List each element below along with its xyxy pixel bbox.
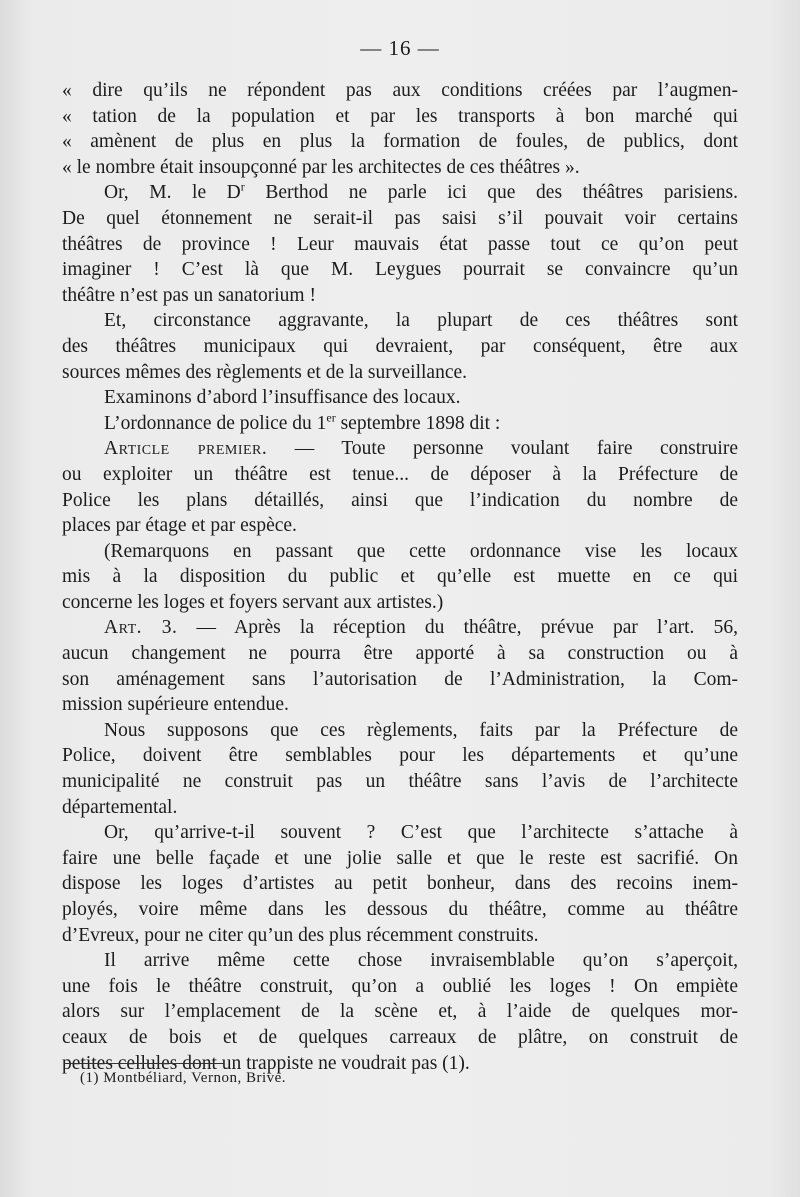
text-segment: L’ordonnance de police du 1 — [104, 412, 327, 434]
text-line: une fois le théâtre construit, qu’on a oublié les loges ! On empiète — [62, 975, 738, 997]
text-line: « dire qu’ils ne répondent pas aux conditions créées par l’augmen- — [62, 80, 738, 101]
text-line: municipalité ne construit pas un théâtre sans l’avis de l’architecte — [62, 771, 738, 793]
text-line: faire une belle façade et une jolie salle et que le reste est sacrifié. On — [62, 847, 738, 869]
page-number: — 16 — — [360, 36, 440, 60]
text-segment: — Toute personne voulant faire construire — [267, 438, 738, 460]
text-line: Nous supposons que ces règlements, faits par la Préfecture de — [104, 719, 738, 741]
text-line: concerne les loges et foyers servant aux artistes.) — [62, 591, 444, 613]
superscript: r — [240, 179, 245, 194]
text-line: départemental. — [62, 796, 178, 818]
text-line: Police les plans détaillés, ainsi que l’indication du nombre de — [62, 489, 738, 511]
text-segment: — Après la réception du théâtre, prévue par l’art. 56, — [177, 617, 738, 639]
body-text — [62, 78, 738, 1076]
text-line: « le nombre était insoupçonné par les architectes de ces théâtres ». — [62, 156, 580, 178]
text-line — [62, 615, 738, 641]
text-line: Et, circonstance aggravante, la plupart de ces théâtres sont — [104, 310, 738, 332]
text-line: aucun changement ne pourra être apporté à sa construction ou à — [62, 643, 738, 665]
text-line: Il arrive même cette chose invraisemblable qu’on s’aperçoit, — [104, 950, 738, 972]
text-line: places par étage et par espèce. — [62, 515, 297, 537]
text-line: De quel étonnement ne serait-il pas saisi s’il pouvait voir certains — [62, 207, 738, 229]
text-line: son aménagement sans l’autorisation de l’Administration, la Com- — [62, 668, 738, 690]
text-line: « amènent de plus en plus la formation de foules, de publics, dont — [62, 131, 738, 153]
superscript: er — [326, 410, 336, 425]
article-heading: Article premier. — [104, 438, 268, 460]
text-line: théâtres de province ! Leur mauvais état passe tout ce qu’on peut — [62, 233, 738, 255]
text-line: sources mêmes des règlements et de la surveillance. — [62, 361, 468, 383]
text-line: mis à la disposition du public et qu’elle est muette en ce qui — [62, 566, 738, 588]
text-line: mission supérieure entendue. — [62, 694, 289, 716]
footnote: (1) Montbéliard, Vernon, Brive. — [80, 1070, 287, 1086]
footnote-separator — [64, 1063, 224, 1064]
text-line: alors sur l’emplacement de la scène et, à l’aide de quelques mor- — [62, 1001, 738, 1023]
text-line: dispose les loges d’artistes au petit bonheur, dans des recoins inem- — [62, 873, 738, 895]
text-line: ceaux de bois et de quelques carreaux de plâtre, on construit de — [62, 1026, 738, 1048]
text-line: petites cellules dont un trappiste ne voudrait pas (1). — [62, 1052, 470, 1074]
text-segment: Berthod ne parle ici que des théâtres parisiens. — [244, 182, 738, 204]
text-line — [62, 436, 738, 462]
text-line: « tation de la population et par les transports à bon marché qui — [62, 105, 738, 127]
text-segment: Or, M. le D — [104, 182, 241, 204]
text-segment: septembre 1898 dit : — [335, 412, 501, 434]
text-line: d’Evreux, pour ne citer qu’un des plus récemment construits. — [62, 924, 539, 946]
text-line: théâtre n’est pas un sanatorium ! — [62, 284, 316, 306]
article-heading: Art. 3. — [104, 617, 178, 639]
text-line: Examinons d’abord l’insuffisance des locaux. — [104, 387, 461, 409]
text-line: (Remarquons en passant que cette ordonnance vise les locaux — [104, 540, 738, 562]
text-line: Or, qu’arrive-t-il souvent ? C’est que l’architecte s’attache à — [104, 822, 738, 844]
text-line — [62, 180, 738, 206]
text-line — [62, 411, 738, 437]
text-line: Police, doivent être semblables pour les départements et qu’une — [62, 745, 738, 767]
text-line: imaginer ! C’est là que M. Leygues pourrait se convaincre qu’un — [62, 259, 738, 281]
text-line: ou exploiter un théâtre est tenue... de déposer à la Préfecture de — [62, 463, 738, 485]
text-line: ployés, voire même dans les dessous du théâtre, comme au théâtre — [62, 899, 738, 920]
text-line: des théâtres municipaux qui devraient, par conséquent, être aux — [62, 335, 738, 357]
